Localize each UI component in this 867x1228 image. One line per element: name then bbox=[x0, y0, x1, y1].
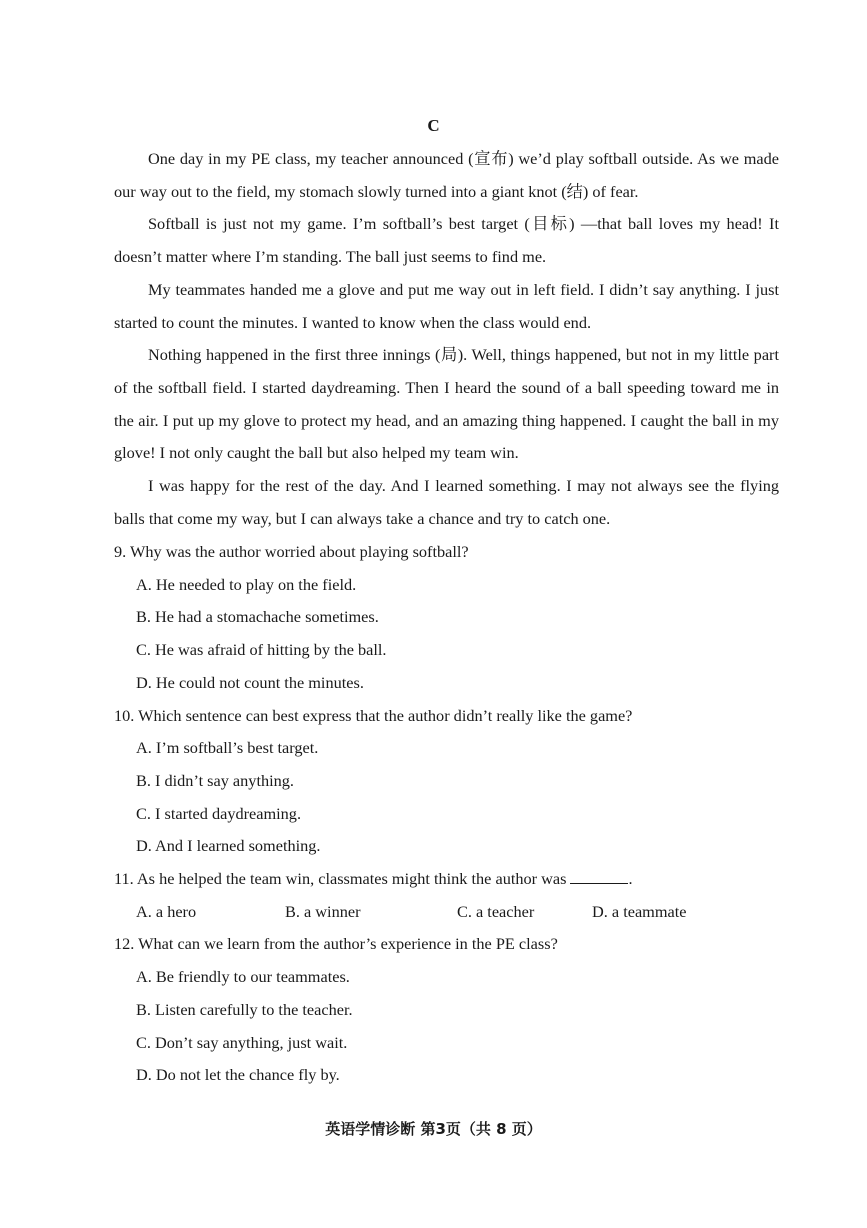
option-b: B. He had a stomachache sometimes. bbox=[136, 607, 379, 627]
reading-passage bbox=[114, 143, 779, 535]
question-stem: 9. Why was the author worried about playing softball? bbox=[114, 542, 469, 561]
option-a: A. Be friendly to our teammates. bbox=[136, 967, 350, 987]
passage-paragraph: My teammates handed me a glove and put me way out in left field. I didn’t say anything. I just started to count the minutes. I wanted to know when the class would end. bbox=[114, 279, 779, 332]
stem-end: . bbox=[628, 869, 633, 889]
option-c: C. I started daydreaming. bbox=[136, 803, 302, 823]
option-d: D. He could not count the minutes. bbox=[136, 672, 364, 692]
option-b: B. a winner bbox=[285, 901, 361, 921]
question-stem bbox=[114, 863, 779, 896]
question-12 bbox=[114, 928, 779, 1092]
answer-blank bbox=[570, 867, 628, 884]
option-d: D. a teammate bbox=[592, 901, 687, 921]
section-heading: C bbox=[427, 116, 440, 135]
question-stem-text: 11. As he helped the team win, classmates might think the author was bbox=[114, 869, 567, 889]
option-d: D. And I learned something. bbox=[136, 836, 321, 856]
question-stem: 10. Which sentence can best express that the author didn’t really like the game? bbox=[114, 705, 633, 725]
passage-paragraph: Nothing happened in the first three innings (局). Well, things happened, but not in my little part of the softball field. I started daydreaming. Then I heard the sound of a ball speeding toward me in the air. I put up my glove to protect my head, and an amazing thing happened. I caught the ball in my glove! I not only caught the ball but also helped my team win. bbox=[114, 345, 779, 463]
option-c: C. Don’t say anything, just wait. bbox=[136, 1032, 348, 1052]
option-a: A. He needed to play on the field. bbox=[136, 574, 357, 594]
option-a: A. I’m softball’s best target. bbox=[136, 738, 319, 758]
option-b: B. Listen carefully to the teacher. bbox=[136, 999, 353, 1019]
passage-paragraph: One day in my PE class, my teacher announced (宣布) we’d play softball outside. As we made our way out to the field, my stomach slowly turned into a giant knot (结) of fear. bbox=[114, 149, 779, 201]
option-b: B. I didn’t say anything. bbox=[136, 770, 294, 790]
question-11 bbox=[114, 863, 779, 928]
page-footer: 英语学情诊断 第3页（共 8 页） bbox=[325, 1120, 542, 1138]
option-c: C. a teacher bbox=[457, 901, 535, 921]
option-c: C. He was afraid of hitting by the ball. bbox=[136, 640, 387, 660]
option-row bbox=[114, 896, 779, 929]
question-list bbox=[114, 536, 779, 1092]
question-9 bbox=[114, 536, 779, 700]
question-stem: 12. What can we learn from the author’s experience in the PE class? bbox=[114, 934, 558, 954]
passage-paragraph: Softball is just not my game. I’m softball’s best target (目标) —that ball loves my head! It doesn’t matter where I’m standing. The ball just seems to find me. bbox=[114, 214, 779, 267]
question-10 bbox=[114, 700, 779, 864]
option-d: D. Do not let the chance fly by. bbox=[136, 1065, 340, 1085]
option-a: A. a hero bbox=[136, 901, 197, 921]
passage-paragraph: I was happy for the rest of the day. And I learned something. I may not always see the flying balls that come my way, but I can always take a chance and try to catch one. bbox=[114, 476, 779, 528]
